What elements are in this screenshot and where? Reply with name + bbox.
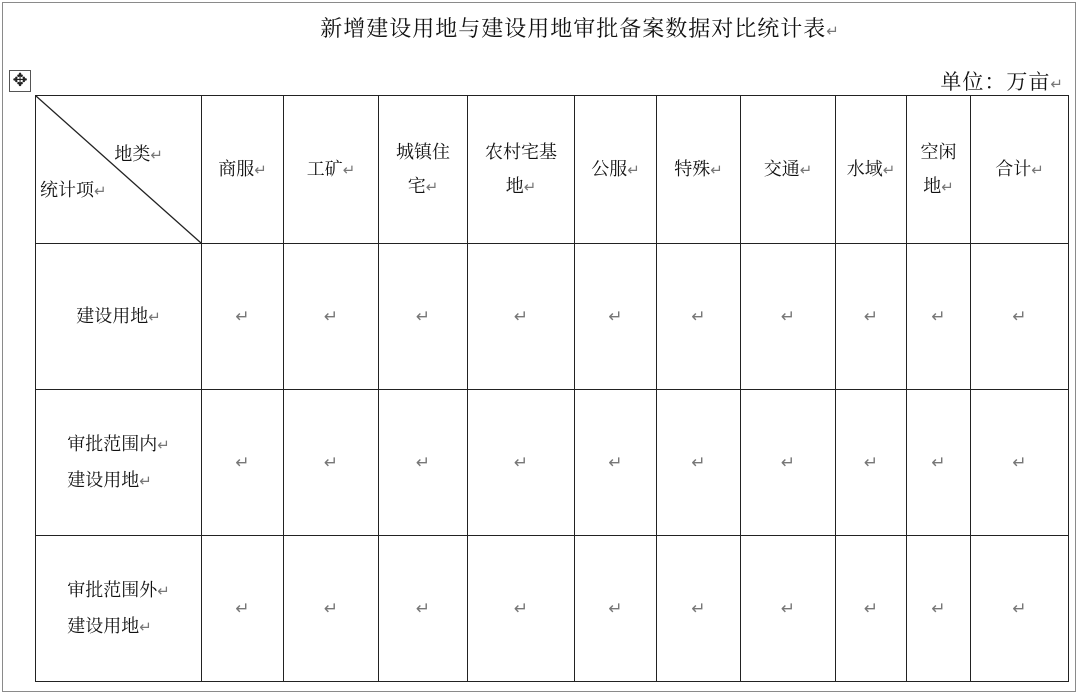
paragraph-mark: ↵ (157, 435, 170, 454)
paragraph-mark: ↵ (513, 306, 529, 327)
table-cell[interactable] (284, 390, 379, 536)
table-cell[interactable] (657, 244, 741, 390)
table-cell[interactable] (284, 536, 379, 682)
table-row (36, 244, 1069, 390)
paragraph-mark: ↵ (1031, 160, 1044, 179)
paragraph-mark: ↵ (415, 306, 431, 327)
table-cell[interactable] (907, 536, 971, 682)
paragraph-mark: ↵ (780, 598, 796, 619)
paragraph-mark: ↵ (780, 306, 796, 327)
paragraph-mark: ↵ (1012, 598, 1027, 619)
table-cell[interactable] (971, 244, 1069, 390)
table-cell[interactable] (741, 244, 836, 390)
row-label-cell[interactable] (36, 244, 202, 390)
column-header-label-line2: 宅↵ (407, 175, 439, 197)
row-label: 建设用地↵ (76, 305, 161, 327)
table-cell[interactable] (907, 244, 971, 390)
paragraph-mark: ↵ (139, 617, 152, 636)
table-cell[interactable] (379, 390, 468, 536)
table-cell[interactable] (468, 536, 575, 682)
paragraph-mark: ↵ (425, 177, 439, 196)
column-header-cell[interactable] (741, 96, 836, 244)
row-label-cell[interactable] (36, 536, 202, 682)
table-cell[interactable] (575, 244, 657, 390)
table-cell[interactable] (468, 390, 575, 536)
paragraph-mark: ↵ (323, 452, 339, 473)
table-cell[interactable] (971, 390, 1069, 536)
table-cell[interactable] (907, 390, 971, 536)
paragraph-mark: ↵ (691, 306, 706, 327)
table-header-row (36, 96, 1069, 244)
paragraph-mark: ↵ (799, 160, 813, 179)
paragraph-mark: ↵ (415, 598, 431, 619)
column-header-cell[interactable] (657, 96, 741, 244)
paragraph-mark: ↵ (1012, 452, 1027, 473)
paragraph-mark: ↵ (931, 598, 946, 619)
paragraph-mark: ↵ (323, 306, 339, 327)
table-cell[interactable] (836, 390, 907, 536)
table-cell[interactable] (202, 536, 284, 682)
paragraph-mark: ↵ (608, 306, 623, 327)
table-cell[interactable] (971, 536, 1069, 682)
paragraph-mark: ↵ (863, 452, 879, 473)
table-cell[interactable] (657, 390, 741, 536)
column-header-cell[interactable] (575, 96, 657, 244)
column-header-label: 公服↵ (591, 158, 640, 180)
table-cell[interactable] (379, 536, 468, 682)
paragraph-mark: ↵ (882, 160, 896, 179)
paragraph-mark: ↵ (235, 598, 250, 619)
paragraph-mark: ↵ (931, 306, 946, 327)
row-label-cell[interactable] (36, 390, 202, 536)
paragraph-mark: ↵ (513, 452, 529, 473)
column-header-label: 特殊↵ (674, 158, 723, 180)
table-cell[interactable] (575, 536, 657, 682)
column-header-label: 商服↵ (218, 158, 267, 180)
column-header-cell[interactable] (202, 96, 284, 244)
paragraph-mark: ↵ (608, 452, 623, 473)
paragraph-mark: ↵ (608, 598, 623, 619)
row-label: 审批范围内↵ 建设用地↵ (67, 433, 170, 491)
corner-bottom-label: 统计项↵ (40, 180, 107, 201)
paragraph-mark: ↵ (342, 160, 356, 179)
table-cell[interactable] (741, 390, 836, 536)
column-header-label: 水域↵ (846, 158, 896, 180)
paragraph-mark: ↵ (941, 177, 954, 196)
paragraph-mark: ↵ (323, 598, 339, 619)
paragraph-mark: ↵ (710, 160, 723, 179)
corner-header-cell[interactable] (36, 96, 202, 244)
paragraph-mark: ↵ (139, 471, 152, 490)
paragraph-mark: ↵ (931, 452, 946, 473)
comparison-table (35, 95, 1069, 682)
table-cell[interactable] (657, 536, 741, 682)
table-cell[interactable] (284, 244, 379, 390)
column-header-label: 城镇住 (396, 141, 450, 163)
paragraph-mark: ↵ (254, 160, 267, 179)
paragraph-mark: ↵ (627, 160, 640, 179)
column-header-label: 工矿↵ (306, 158, 356, 180)
column-header-cell[interactable] (971, 96, 1069, 244)
table-cell[interactable] (468, 244, 575, 390)
paragraph-mark: ↵ (415, 452, 431, 473)
paragraph-mark: ↵ (235, 452, 250, 473)
paragraph-mark: ↵ (523, 177, 537, 196)
table-cell[interactable] (202, 390, 284, 536)
column-header-label: 合计↵ (995, 158, 1044, 180)
column-header-label: 农村宅基 (485, 141, 557, 163)
move-cross-icon[interactable]: ✥ (9, 70, 31, 92)
column-header-cell[interactable] (468, 96, 575, 244)
paragraph-mark: ↵ (157, 581, 170, 600)
table-row (36, 536, 1069, 682)
paragraph-mark: ↵ (691, 598, 706, 619)
document-title (0, 12, 1080, 43)
column-header-cell[interactable] (907, 96, 971, 244)
table-cell[interactable] (575, 390, 657, 536)
table-cell[interactable] (202, 244, 284, 390)
column-header-cell[interactable] (284, 96, 379, 244)
paragraph-mark: ↵ (513, 598, 529, 619)
table-cell[interactable] (741, 536, 836, 682)
unit-label (940, 66, 1064, 96)
paragraph-mark: ↵ (1050, 75, 1064, 93)
paragraph-mark: ↵ (863, 598, 879, 619)
unit-label-text: 单位：万亩 (940, 70, 1051, 94)
table-cell[interactable] (836, 244, 907, 390)
paragraph-mark: ↵ (1012, 306, 1027, 327)
table-cell[interactable] (836, 536, 907, 682)
table-cell[interactable] (379, 244, 468, 390)
corner-top-label: 地类↵ (114, 144, 163, 165)
paragraph-mark: ↵ (863, 306, 879, 327)
row-label: 审批范围外↵ 建设用地↵ (67, 579, 170, 637)
paragraph-mark: ↵ (826, 22, 840, 40)
paragraph-mark: ↵ (148, 307, 161, 326)
column-header-label: 交通↵ (763, 158, 813, 180)
column-header-label-line2: 地↵ (923, 175, 954, 197)
column-header-cell[interactable] (836, 96, 907, 244)
paragraph-mark: ↵ (780, 452, 796, 473)
column-header-label: 空闲 (920, 141, 957, 163)
column-header-cell[interactable] (379, 96, 468, 244)
paragraph-mark: ↵ (235, 306, 250, 327)
column-header-label-line2: 地↵ (505, 175, 537, 197)
paragraph-mark: ↵ (691, 452, 706, 473)
document-title-text: 新增建设用地与建设用地审批备案数据对比统计表 (320, 17, 827, 42)
table-row (36, 390, 1069, 536)
